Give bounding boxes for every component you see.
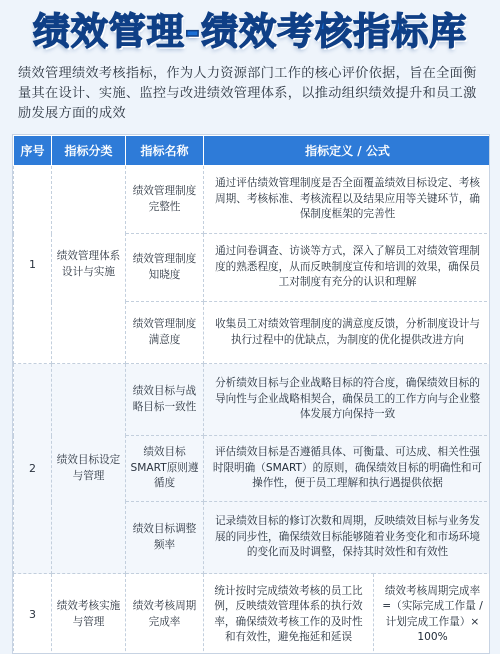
row-indicator-definition: 记录绩效目标的修订次数和周期，反映绩效目标与业务发展的同步性，确保绩效目标能够随着业务变化和市场环境的变化而及时调整，保持其时效性和有效性 xyxy=(204,502,491,574)
row-indicator-name: 绩效目标与战略目标一致性 xyxy=(126,364,204,436)
title-banner xyxy=(0,4,500,60)
header-seq: 序号 xyxy=(14,136,52,166)
row-indicator-name: 绩效目标调整频率 xyxy=(126,502,204,574)
row-indicator-definition: 评估绩效目标是否遵循具体、可衡量、可达成、相关性强时限明确（SMART）的原则，确保绩效目标的明确性和可操作性，便于员工理解和执行遇提供依据 xyxy=(204,436,491,502)
row-indicator-name: 绩效管理制度满意度 xyxy=(126,302,204,364)
row-indicator-name: 绩效管理制度知晓度 xyxy=(126,234,204,302)
row-category: 绩效考核实施与管理 xyxy=(52,574,126,654)
row-indicator-definition: 收集员工对绩效管理制度的满意度反馈，分析制度设计与执行过程中的优缺点，为制度的优化提供改进方向 xyxy=(204,302,491,364)
row-category: 绩效目标设定与管理 xyxy=(52,364,126,574)
row-indicator-definition: 通过问卷调查、访谈等方式，深入了解员工对绩效管理制度的熟悉程度，从而反映制度宣传和培训的效果，确保员工对制度有充分的认识和理解 xyxy=(204,234,491,302)
header-category: 指标分类 xyxy=(52,136,126,166)
indicator-table-container xyxy=(12,134,490,654)
table-row xyxy=(14,166,491,234)
table-header-row xyxy=(14,136,491,166)
header-definition: 指标定义 / 公式 xyxy=(204,136,491,166)
row-indicator-definition: 分析绩效目标与企业战略目标的符合度，确保绩效目标的导向性与企业战略相契合，确保员工的工作方向与企业整体发展方向保持一致 xyxy=(204,364,491,436)
table-row xyxy=(14,364,491,436)
row-indicator-definition: 通过评估绩效管理制度是否全面覆盖绩效目标设定、考核周期、考核标准、考核流程以及结果应用等关键环节，确保制度框架的完善性 xyxy=(204,166,491,234)
row-seq: 1 xyxy=(14,166,52,364)
page-title: 绩效管理-绩效考核指标库 xyxy=(32,10,468,53)
row-seq: 2 xyxy=(14,364,52,574)
row-indicator-definition: 统计按时完成绩效考核的员工比例，反映绩效管理体系的执行效率，确保绩效考核工作的及时性和有效性，避免拖延和延误 xyxy=(204,574,374,654)
row-indicator-formula: 绩效考核周期完成率 =（实际完成工作量 / 计划完成工作量）× 100% xyxy=(374,574,491,654)
indicator-table xyxy=(13,135,490,654)
intro-paragraph: 绩效管理绩效考核指标，作为人力资源部门工作的核心评价依据，旨在全面衡量其在设计、实施、监控与改进绩效管理体系，以推动组织绩效提升和员工激励发展方面的成效 xyxy=(18,66,477,121)
row-indicator-name: 绩效管理制度完整性 xyxy=(126,166,204,234)
table-row xyxy=(14,574,491,654)
row-indicator-name: 绩效考核周期完成率 xyxy=(126,574,204,654)
row-category: 绩效管理体系设计与实施 xyxy=(52,166,126,364)
row-indicator-name: 绩效目标SMART原则遵循度 xyxy=(126,436,204,502)
header-name: 指标名称 xyxy=(126,136,204,166)
row-seq: 3 xyxy=(14,574,52,654)
